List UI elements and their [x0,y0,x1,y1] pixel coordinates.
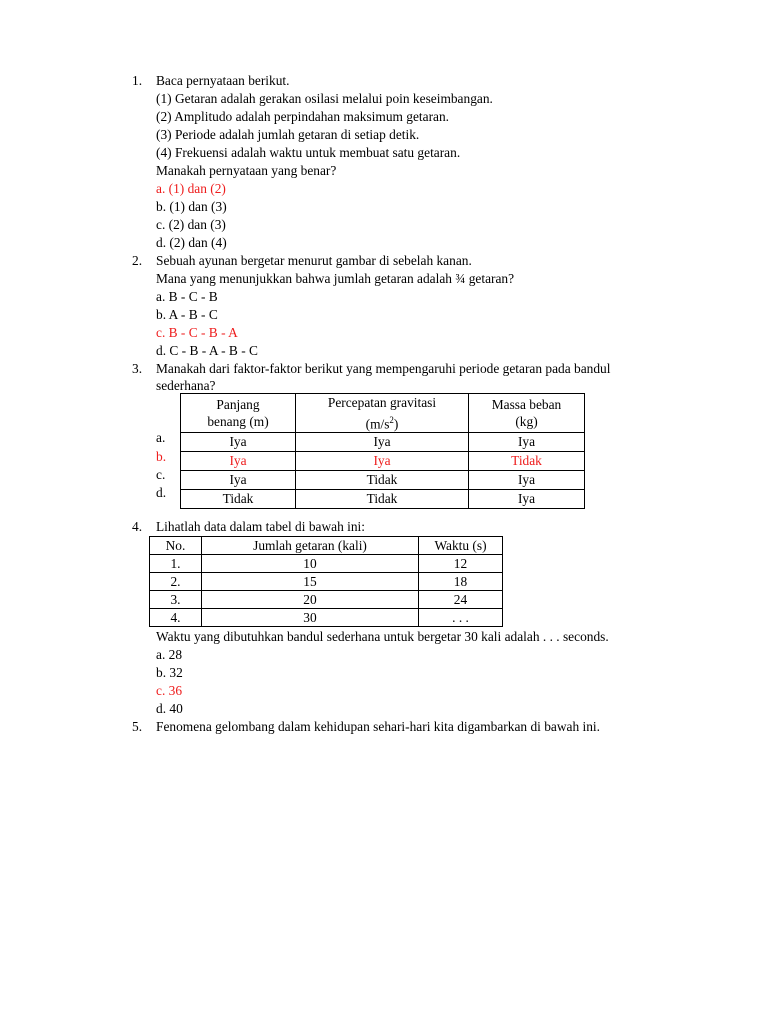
question-1-prompt: Manakah pernyataan yang benar? [156,163,337,178]
col-header-length-line1: Panjang [216,396,260,412]
table-cell: 15 [202,573,419,591]
row-label-a: a. [156,430,166,445]
vibration-data-table [149,536,503,627]
col-header-gravity-close: ) [393,415,399,431]
table-row [181,433,585,452]
option-b: b. (1) dan (3) [156,199,227,214]
option-c: c. (2) dan (3) [156,217,226,232]
question-4-text: Lihatlah data dalam tabel di bawah ini: [156,519,365,534]
table-cell: 3. [150,591,202,609]
table-cell: Iya [469,433,585,452]
table-cell: Iya [469,471,585,490]
col-header-no: No. [150,537,202,555]
question-1-number: 1. [132,73,143,88]
table-row [150,573,503,591]
table-cell: Iya [296,433,469,452]
table-header-row [181,394,585,433]
option-c-correct: c. B - C - B - A [156,325,238,340]
row-label-b-correct: b. [156,449,167,464]
question-5-number: 5. [132,719,143,734]
table-cell: Tidak [181,490,296,509]
table-cell: 12 [419,555,503,573]
table-cell: Tidak [296,471,469,490]
table-cell: 24 [419,591,503,609]
table-cell: Iya [181,452,296,471]
question-5-text: Fenomena gelombang dalam kehidupan sehari-hari kita digambarkan di bawah ini. [156,719,600,734]
col-header-time: Waktu (s) [419,537,503,555]
table-cell: 4. [150,609,202,627]
col-header-gravity-line1: Percepatan gravitasi [327,395,437,410]
col-header-vibrations: Jumlah getaran (kali) [202,537,419,555]
table-cell: . . . [419,609,503,627]
col-header-mass-line1: Massa beban [491,396,562,412]
option-d: d. C - B - A - B - C [156,343,258,358]
question-3-text-line1: Manakah dari faktor-faktor berikut yang mempengaruhi periode getaran pada bandul [156,361,611,376]
table-cell: 30 [202,609,419,627]
table-cell: 2. [150,573,202,591]
table-row-correct [181,452,585,471]
table-row [181,471,585,490]
option-a: a. 28 [156,647,183,662]
table-cell: Iya [469,490,585,509]
table-row [150,591,503,609]
table-cell: Iya [181,433,296,452]
question-2-text: Sebuah ayunan bergetar menurut gambar di sebelah kanan. [156,253,472,268]
option-c-correct: c. 36 [156,683,183,698]
factors-table [180,393,585,509]
col-header-mass-line2: (kg) [515,414,538,430]
col-header-mass [469,394,585,433]
table-cell: Tidak [469,452,585,471]
option-d: d. (2) dan (4) [156,235,227,250]
col-header-length [181,394,296,433]
question-3-number: 3. [132,361,143,376]
table-cell: Iya [181,471,296,490]
table-header-row [150,537,503,555]
option-a: a. B - C - B [156,289,218,304]
table-cell: 18 [419,573,503,591]
col-header-gravity [296,394,469,433]
table-cell: Tidak [296,490,469,509]
question-4-prompt: Waktu yang dibutuhkan bandul sederhana untuk bergetar 30 kali adalah . . . seconds. [156,629,609,644]
option-b: b. 32 [156,665,183,680]
col-header-gravity-exponent: 2 [389,414,394,425]
table-row [150,555,503,573]
statement-2: (2) Amplitudo adalah perpindahan maksimum getaran. [156,109,450,124]
col-header-length-line2: benang (m) [207,414,269,430]
row-label-d: d. [156,485,167,500]
question-2-prompt: Mana yang menunjukkan bahwa jumlah getaran adalah ¾ getaran? [156,271,515,286]
table-cell: 10 [202,555,419,573]
question-3-text-line2: sederhana? [156,378,216,393]
question-1-text: Baca pernyataan berikut. [156,73,290,88]
table-cell: 20 [202,591,419,609]
question-4-number: 4. [132,519,143,534]
table-cell: Iya [296,452,469,471]
table-row [181,490,585,509]
statement-1: (1) Getaran adalah gerakan osilasi melalui poin keseimbangan. [156,91,493,106]
statement-3: (3) Periode adalah jumlah getaran di setiap detik. [156,127,420,142]
table-cell: 1. [150,555,202,573]
table-row [150,609,503,627]
option-a-correct: a. (1) dan (2) [156,181,226,196]
col-header-gravity-unit: (m/s [365,415,390,431]
option-b: b. A - B - C [156,307,218,322]
question-2-number: 2. [132,253,143,268]
statement-4: (4) Frekuensi adalah waktu untuk membuat satu getaran. [156,145,461,160]
row-label-c: c. [156,467,166,482]
option-d: d. 40 [156,701,183,716]
